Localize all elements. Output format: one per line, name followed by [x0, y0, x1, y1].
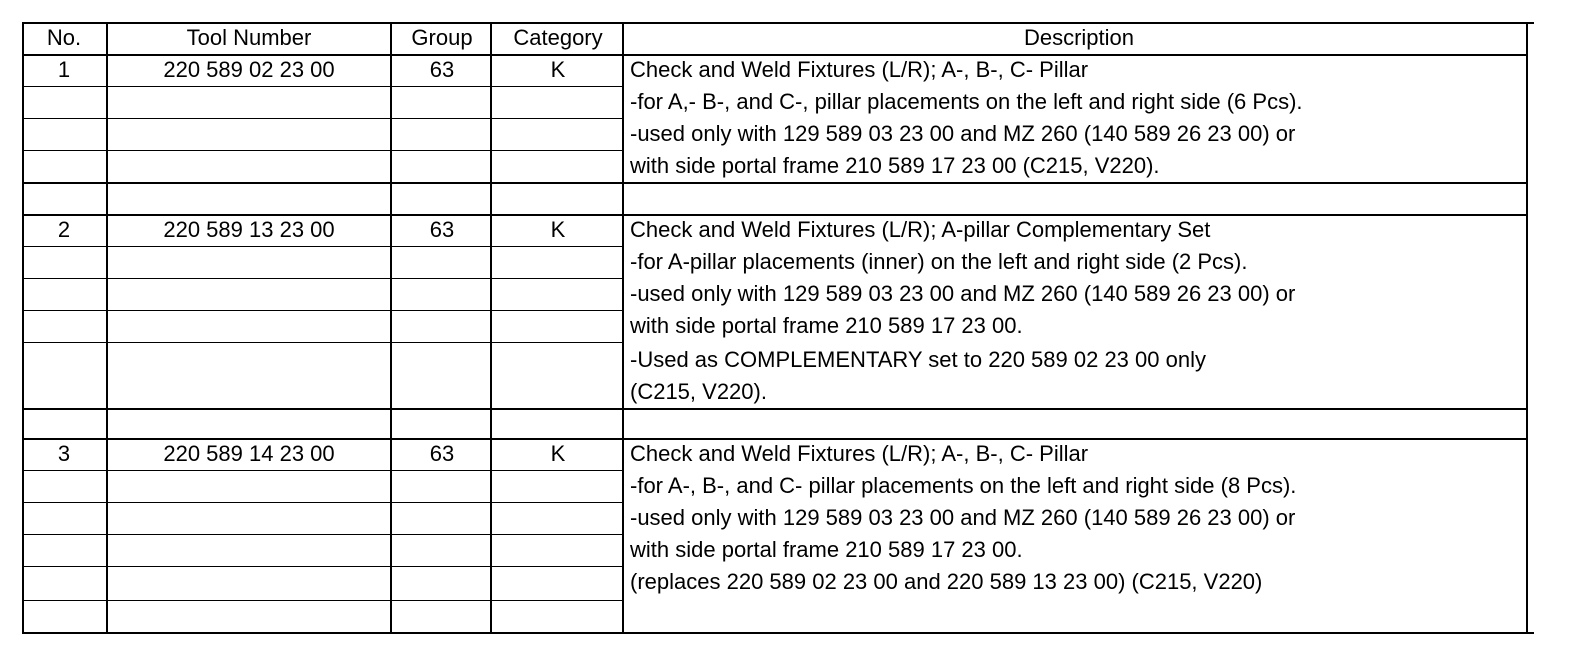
entry-3-group: 63 [429, 441, 455, 466]
grid-row-line [22, 278, 622, 279]
grid-col-divider [490, 22, 492, 634]
entry-2-line-1: -for A-pillar placements (inner) on the left and right side (2 Pcs). [630, 249, 1248, 274]
entry-2-tool-number: 220 589 13 23 00 [163, 217, 335, 242]
header-description: Description [1023, 25, 1135, 50]
grid-row-line [22, 408, 1528, 410]
entry-1-line-1: -for A,- B-, and C-, pillar placements on the left and right side (6 Pcs). [630, 89, 1303, 114]
entry-1-tool-number: 220 589 02 23 00 [163, 57, 335, 82]
entry-1-category: K [550, 57, 566, 82]
entry-3-category: K [550, 441, 566, 466]
grid-row-line [22, 438, 1528, 440]
grid-row-line [22, 150, 622, 151]
header-tool-number: Tool Number [186, 25, 312, 50]
grid-row-line [22, 534, 622, 535]
grid-row-line [22, 214, 1528, 216]
grid-row-line [22, 470, 622, 471]
grid-row-line [22, 246, 622, 247]
entry-2-line-5: (C215, V220). [630, 379, 767, 404]
entry-3-tool-number: 220 589 14 23 00 [163, 441, 335, 466]
header-group: Group [411, 25, 473, 50]
header-no: No. [46, 25, 82, 50]
entry-2-title: Check and Weld Fixtures (L/R); A-pillar Complementary Set [630, 217, 1211, 242]
entry-2-line-4: -Used as COMPLEMENTARY set to 220 589 02 23 00 only [630, 347, 1206, 372]
grid-border-left [22, 22, 24, 634]
grid-border-bottom [22, 632, 1534, 634]
grid-row-line [22, 342, 622, 343]
grid-border-top [22, 22, 1534, 24]
entry-3-no: 3 [57, 441, 71, 466]
header-category: Category [513, 25, 603, 50]
entry-3-line-2: -used only with 129 589 03 23 00 and MZ 260 (140 589 26 23 00) or [630, 505, 1296, 530]
entry-2-no: 2 [57, 217, 71, 242]
entry-1-no: 1 [57, 57, 71, 82]
entry-2-line-2: -used only with 129 589 03 23 00 and MZ 260 (140 589 26 23 00) or [630, 281, 1296, 306]
entry-1-line-2: -used only with 129 589 03 23 00 and MZ 260 (140 589 26 23 00) or [630, 121, 1296, 146]
entry-3-line-4: (replaces 220 589 02 23 00 and 220 589 13 23 00) (C215, V220) [630, 569, 1263, 594]
grid-row-line [22, 502, 622, 503]
grid-row-line [22, 86, 622, 87]
entry-2-group: 63 [429, 217, 455, 242]
grid-row-line [22, 118, 622, 119]
entry-3-title: Check and Weld Fixtures (L/R); A-, B-, C- Pillar [630, 441, 1089, 466]
grid-row-line [22, 310, 622, 311]
entry-2-category: K [550, 217, 566, 242]
entry-2-line-3: with side portal frame 210 589 17 23 00. [630, 313, 1023, 338]
grid-row-line [22, 182, 1528, 184]
grid-row-line [22, 54, 1528, 56]
entry-1-title: Check and Weld Fixtures (L/R); A-, B-, C- Pillar [630, 57, 1089, 82]
grid-row-line [22, 566, 622, 567]
grid-col-divider [390, 22, 392, 634]
tool-table [22, 22, 1534, 636]
grid-col-divider [106, 22, 108, 634]
grid-col-divider [622, 22, 624, 634]
entry-1-line-3: with side portal frame 210 589 17 23 00 (C215, V220). [630, 153, 1160, 178]
entry-3-line-1: -for A-, B-, and C- pillar placements on the left and right side (8 Pcs). [630, 473, 1297, 498]
entry-3-line-3: with side portal frame 210 589 17 23 00. [630, 537, 1023, 562]
grid-border-right [1526, 22, 1528, 634]
entry-1-group: 63 [429, 57, 455, 82]
grid-row-line [22, 600, 622, 601]
